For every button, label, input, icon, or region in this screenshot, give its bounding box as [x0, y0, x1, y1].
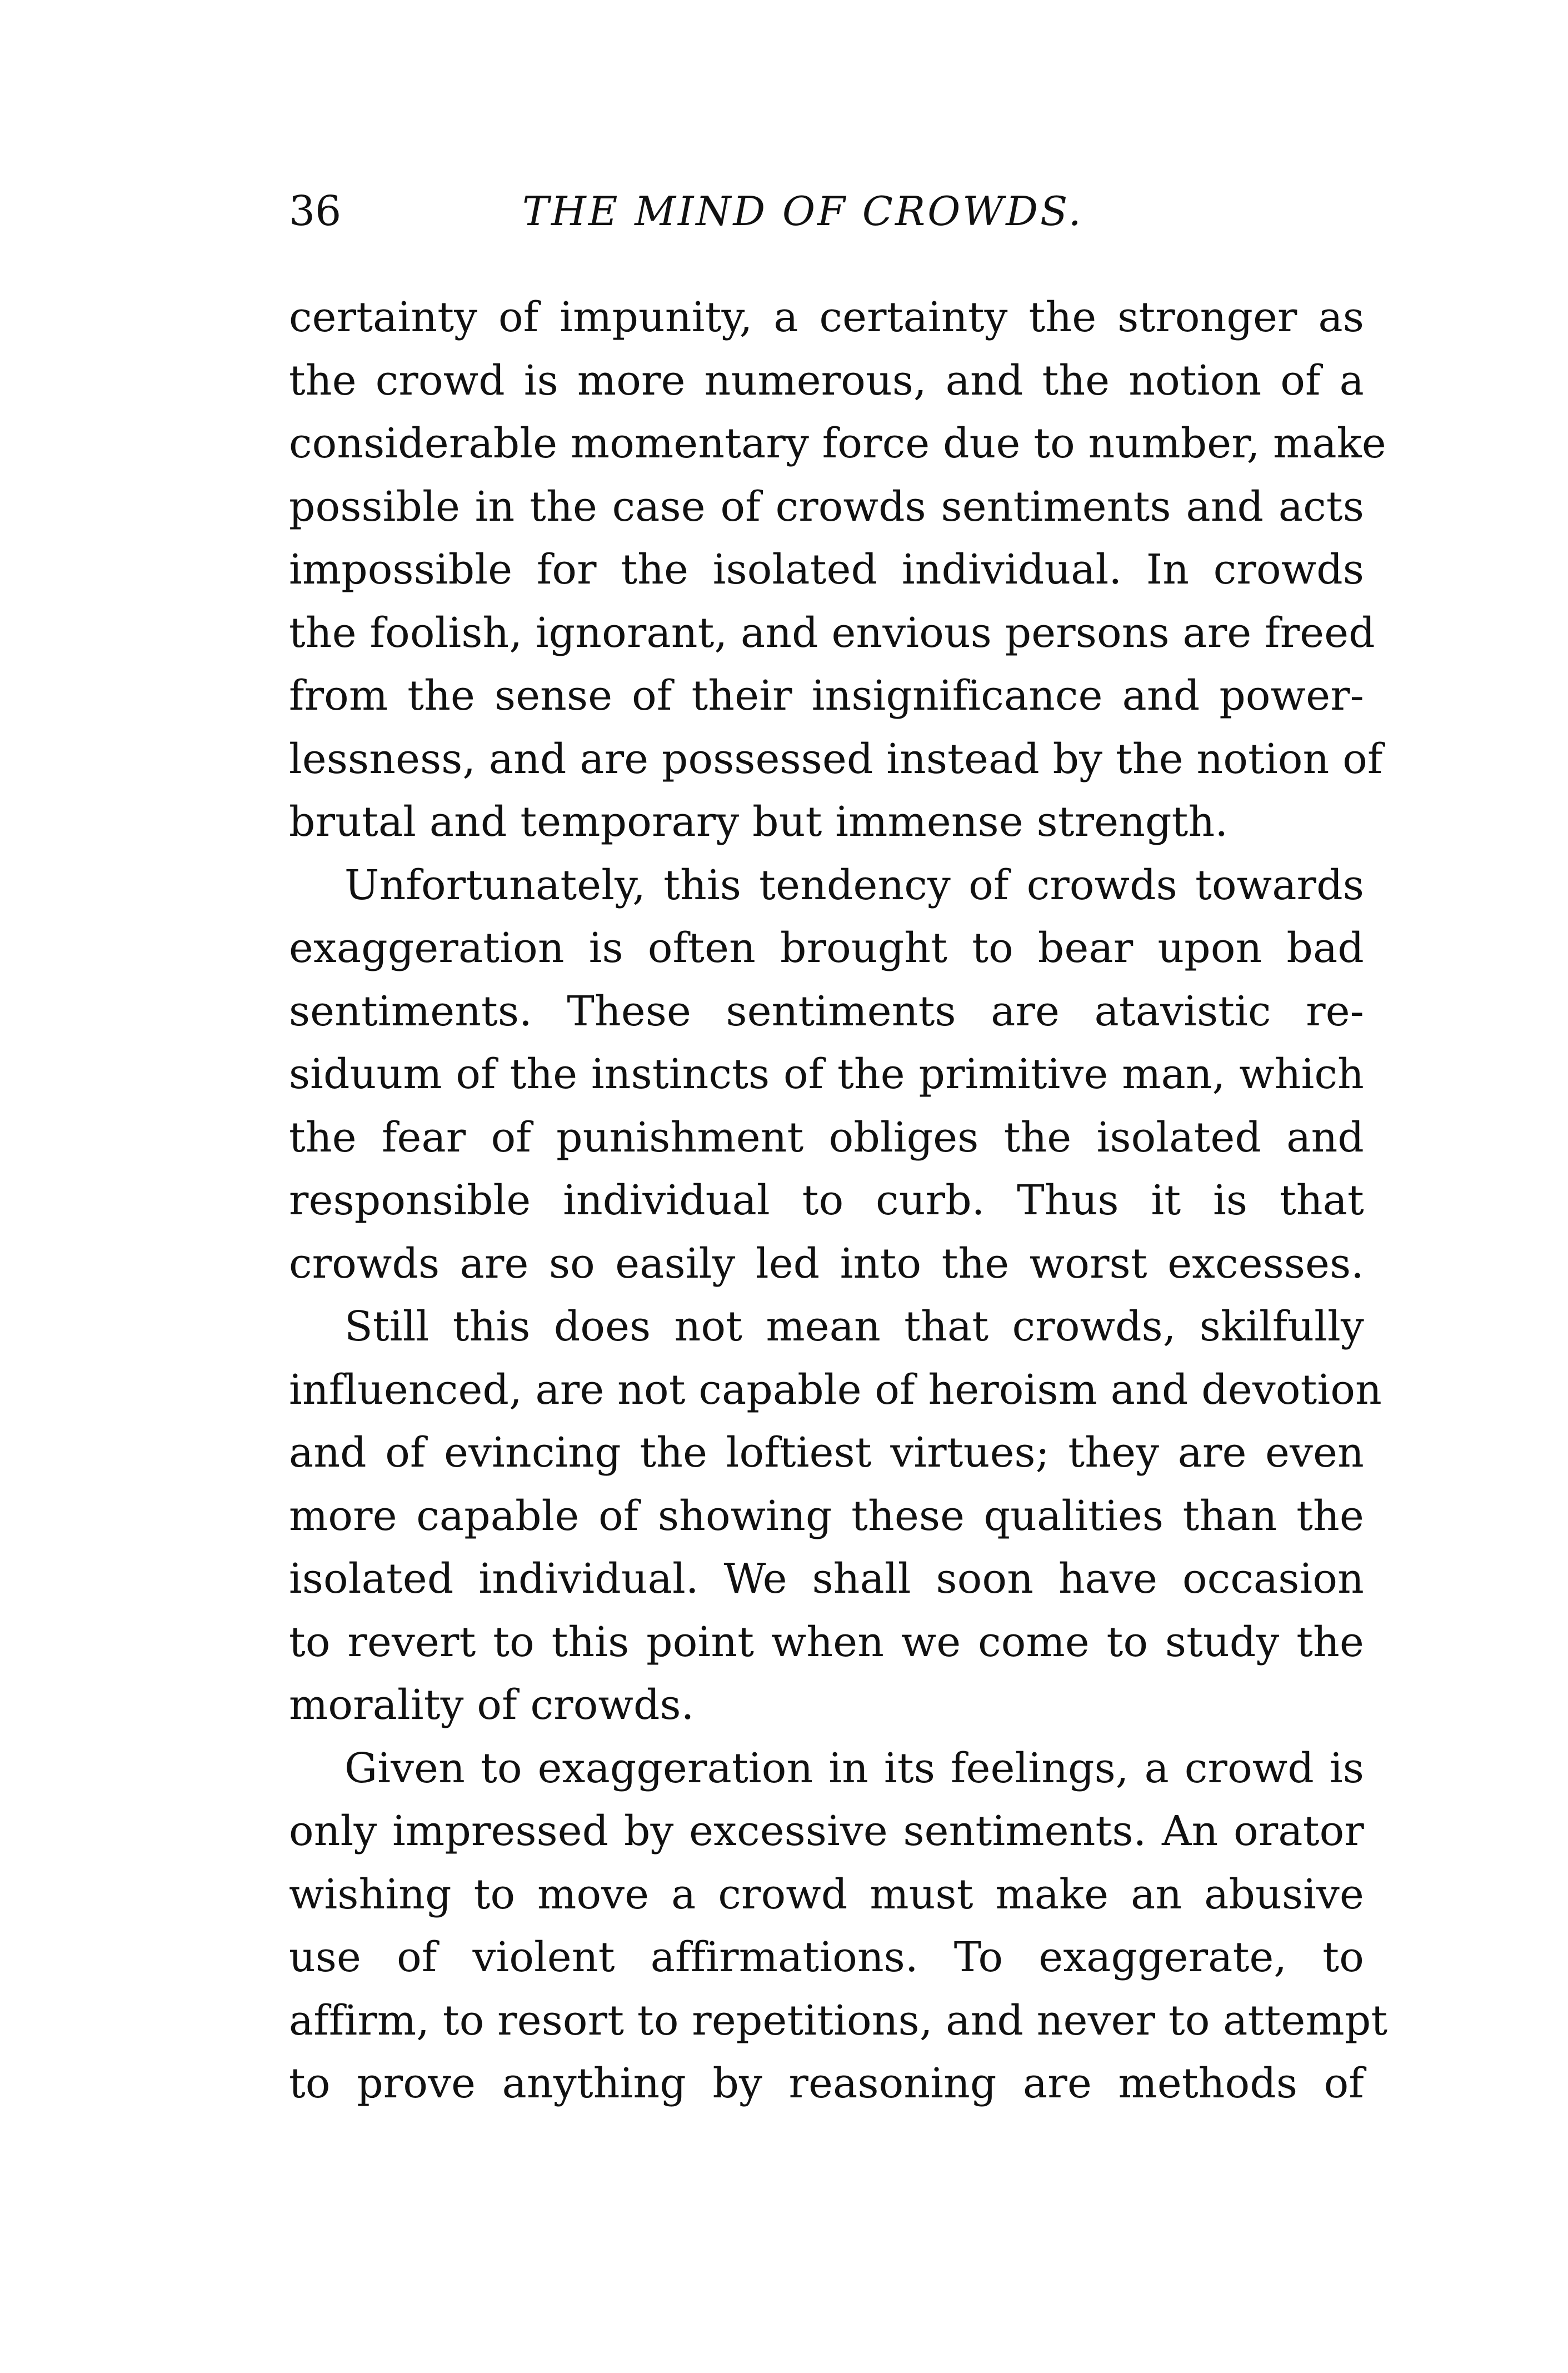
text-line: exaggeration is often brought to bear upon bad	[289, 924, 1364, 972]
text-line: Given to exaggeration in its feelings, a crowd is	[344, 1744, 1364, 1792]
text-line: and of evincing the loftiest virtues; they are even	[289, 1429, 1364, 1477]
running-head	[289, 181, 1364, 242]
text-line: more capable of showing these qualities than the	[289, 1492, 1364, 1540]
body-text	[289, 286, 1388, 2116]
text-line: considerable momentary force due to number, make	[289, 420, 1386, 467]
running-title: THE MIND OF CROWDS.	[522, 188, 1083, 235]
text-line: lessness, and are possessed instead by the notion of	[289, 735, 1383, 783]
text-line: only impressed by excessive sentiments. An orator	[289, 1807, 1364, 1855]
text-line: morality of crowds.	[289, 1681, 695, 1729]
text-line: impossible for the isolated individual. In crowds	[289, 546, 1364, 594]
text-line: use of violent affirmations. To exaggerate, to	[289, 1933, 1364, 1981]
text-line: possible in the case of crowds sentiments and acts	[289, 482, 1364, 531]
text-line: affirm, to resort to repetitions, and never to attempt	[289, 1996, 1388, 2045]
text-line: to prove anything by reasoning are methods of	[289, 2060, 1364, 2107]
text-line: influenced, are not capable of heroism and devotion	[289, 1365, 1382, 1414]
text-line: to revert to this point when we come to study the	[289, 1618, 1364, 1666]
text-line: the foolish, ignorant, and envious persons are freed	[289, 609, 1375, 657]
text-line: certainty of impunity, a certainty the stronger as	[289, 293, 1364, 341]
text-line: the fear of punishment obliges the isolated and	[289, 1113, 1364, 1161]
text-line: brutal and temporary but immense strength.	[289, 798, 1229, 846]
text-line: siduum of the instincts of the primitive man, which	[289, 1050, 1364, 1098]
text-line: responsible individual to curb. Thus it is that	[289, 1176, 1364, 1224]
text-line: the crowd is more numerous, and the notion of a	[289, 356, 1364, 405]
text-line: from the sense of their insignificance and power-	[289, 672, 1364, 720]
text-line: isolated individual. We shall soon have occasion	[289, 1555, 1364, 1603]
text-line: sentiments. These sentiments are atavistic re-	[289, 987, 1364, 1035]
text-line: crowds are so easily led into the worst excesses.	[289, 1239, 1364, 1288]
page-number: 36	[289, 187, 342, 235]
text-line: Still this does not mean that crowds, skilfully	[344, 1303, 1364, 1350]
text-line: Unfortunately, this tendency of crowds towards	[344, 861, 1364, 909]
text-line: wishing to move a crowd must make an abusive	[289, 1870, 1364, 1918]
